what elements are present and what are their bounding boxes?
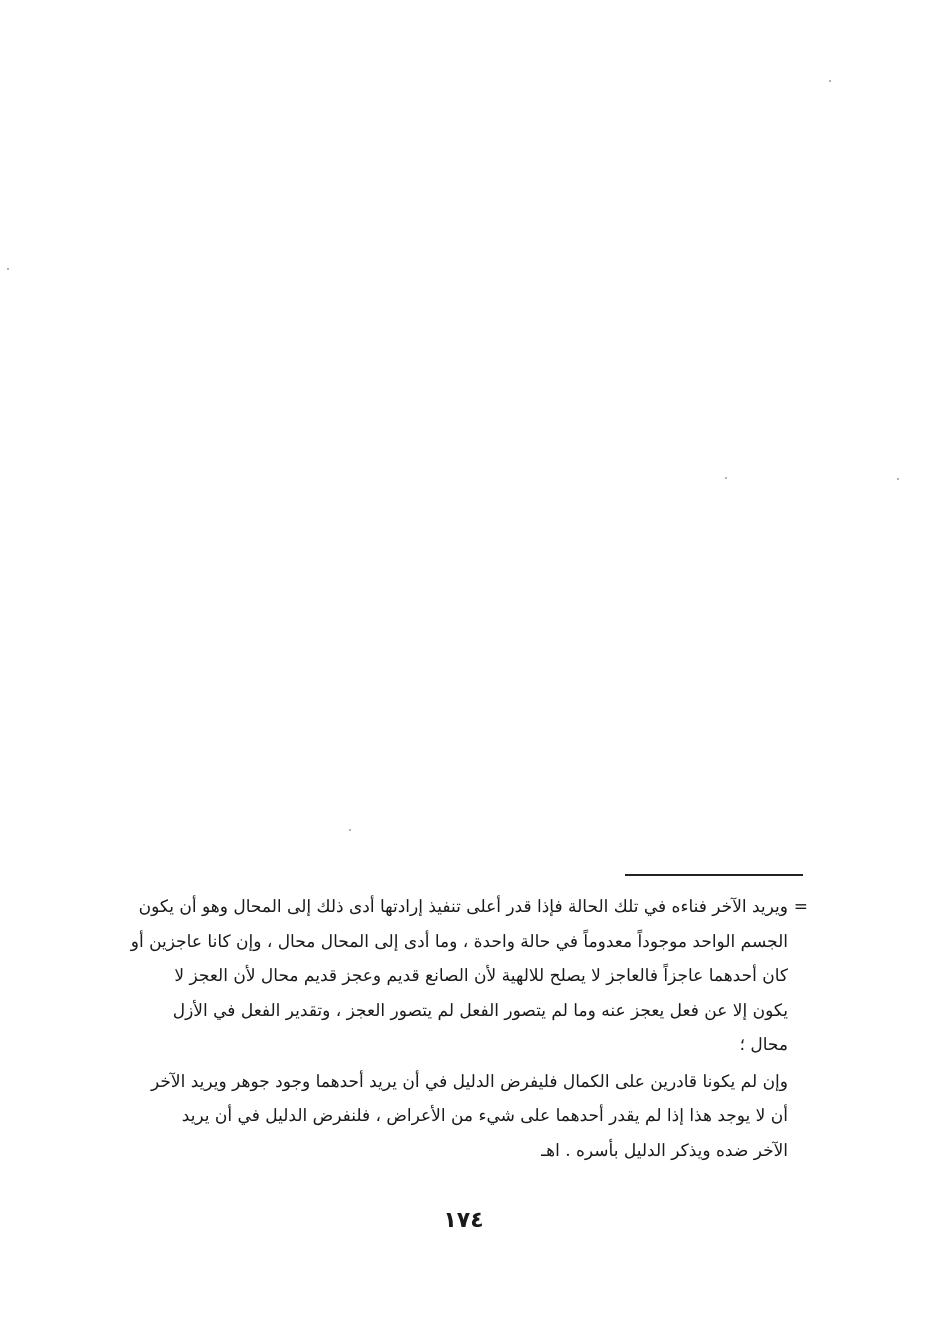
footnote-line: كان أحدهما عاجزاً فالعاجز لا يصلح للالهية لأن الصانع قديم وعجز قديم محال لأن العجز لا [174, 966, 788, 986]
footnote-line: محال ؛ [739, 1035, 788, 1055]
scan-speck [897, 478, 899, 480]
footnote-line: يكون إلا عن فعل يعجز عنه وما لم يتصور الفعل لم يتصور العجز ، وتقدير الفعل في الأزل [172, 1000, 788, 1021]
footnote-paragraph-1 [96, 890, 808, 1063]
footnote-paragraph-2 [96, 1065, 808, 1169]
footnote-line: أن لا يوجد هذا إذا لم يقدر أحدهما على شيء من الأعراض ، فلنفرض الدليل في أن يريد [181, 1106, 788, 1126]
footnote-line: الجسم الواحد موجوداً معدوماً في حالة واحدة ، وما أدى إلى المحال محال ، وإن كانا عاجزين أو [130, 931, 788, 952]
footnote-line: ويريد الآخر فناءه في تلك الحالة فإذا قدر أعلى تنفيذ إرادتها أدى ذلك إلى المحال وهو أن يكون [138, 897, 788, 917]
footnotes-block [96, 890, 808, 1168]
page-number: ١٧٤ [443, 1208, 484, 1233]
footnote-line: الآخر ضده ويذكر الدليل بأسره . اهـ [541, 1140, 788, 1161]
scan-speck [7, 268, 9, 270]
scan-speck [725, 477, 727, 479]
footnote-continuation-mark: = [793, 897, 808, 917]
scan-speck [829, 80, 831, 82]
footnote-separator-rule [625, 874, 803, 876]
scan-speck [349, 829, 351, 831]
footnote-line: وإن لم يكونا قادرين على الكمال فليفرض الدليل في أن يريد أحدهما وجود جوهر ويريد الآخر [151, 1071, 788, 1092]
